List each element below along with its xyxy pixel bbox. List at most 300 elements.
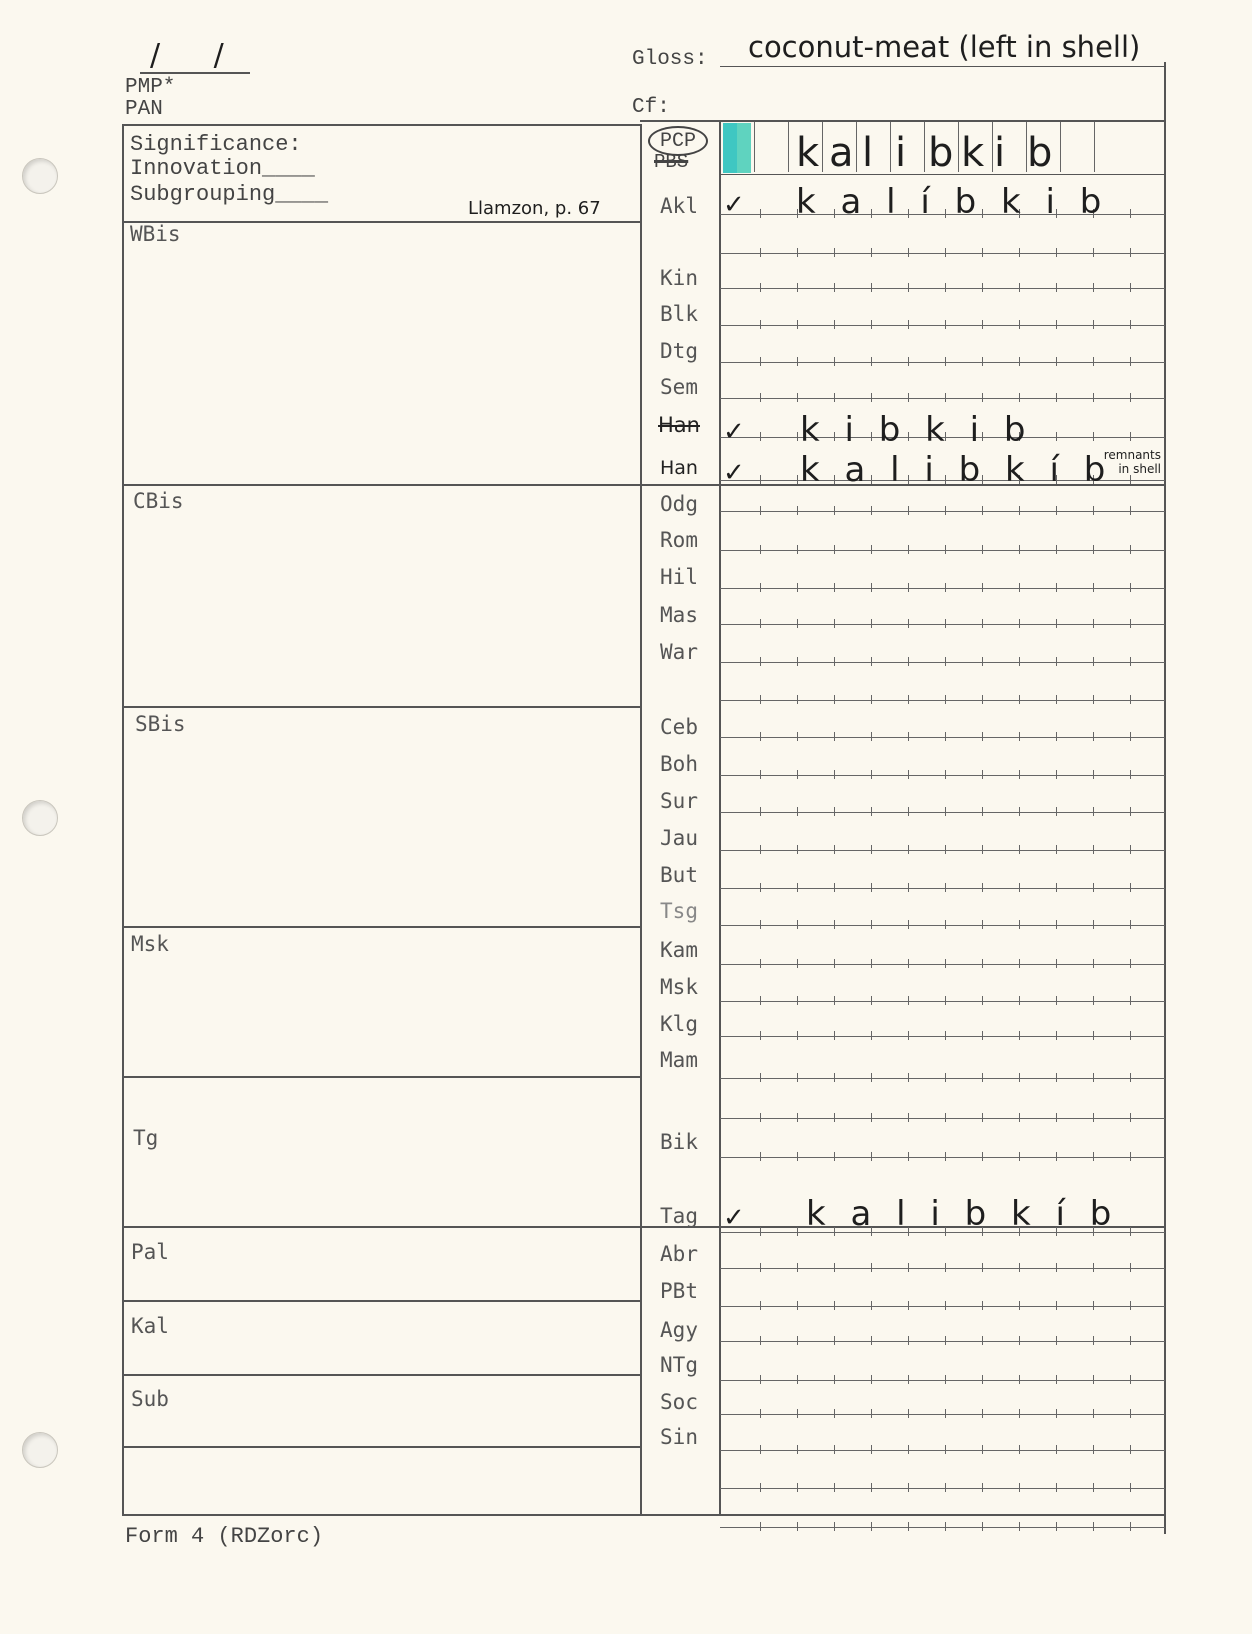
entry-guide-line [720,812,1165,813]
lang-soc: Soc [660,1390,698,1414]
guide-tick [1019,657,1020,666]
guide-tick [945,1409,946,1418]
entry-guide-line [720,1118,1165,1119]
guide-tick [1019,920,1020,929]
guide-tick [945,996,946,1005]
guide-tick [760,1263,761,1272]
guide-tick [982,506,983,515]
proto-letter: i [994,130,1006,176]
guide-tick [797,545,798,554]
guide-tick [1130,1483,1131,1492]
section-wbis: WBis [130,222,181,246]
guide-tick [908,959,909,968]
guide-tick [760,320,761,329]
guide-tick [945,695,946,704]
entry-guide-line [720,1341,1165,1342]
guide-tick [1056,357,1057,366]
guide-tick [1019,959,1020,968]
guide-tick [797,883,798,892]
binder-hole-top [22,158,58,194]
proto-letters [796,130,1060,176]
guide-tick [1056,1301,1057,1310]
guide-tick [1056,770,1057,779]
guide-tick [1019,1263,1020,1272]
guide-tick [1019,393,1020,402]
guide-tick [982,1301,983,1310]
guide-tick [982,1152,983,1161]
guide-tick [1019,283,1020,292]
guide-tick [760,1445,761,1454]
section-msk: Msk [131,932,169,956]
guide-tick [1093,1113,1094,1122]
guide-tick [908,657,909,666]
guide-tick [797,807,798,816]
guide-tick [1130,583,1131,592]
guide-tick [797,1522,798,1531]
lang-sem: Sem [660,375,698,399]
guide-tick [1093,1031,1094,1040]
guide-tick [1130,1227,1131,1236]
guide-tick [760,770,761,779]
guide-tick [1130,545,1131,554]
guide-tick [760,883,761,892]
guide-tick [1019,1073,1020,1082]
guide-tick [760,1409,761,1418]
innovation-field: Innovation____ [130,156,315,181]
proto-letter: b [1027,130,1053,176]
guide-tick [908,393,909,402]
guide-tick [945,959,946,968]
lang-tsg: Tsg [660,899,698,923]
guide-tick [945,283,946,292]
guide-tick [1130,920,1131,929]
gloss-underline [720,66,1165,67]
guide-tick [982,1113,983,1122]
guide-tick [1130,1113,1131,1122]
guide-tick [1093,1301,1094,1310]
guide-tick [982,732,983,741]
guide-tick [1093,883,1094,892]
guide-tick [797,1409,798,1418]
guide-tick [871,357,872,366]
guide-tick [760,1301,761,1310]
guide-tick [1056,393,1057,402]
guide-tick [797,1301,798,1310]
guide-tick [908,920,909,929]
guide-tick [1130,357,1131,366]
guide-tick [982,1445,983,1454]
guide-tick [1019,583,1020,592]
guide-tick [760,248,761,257]
guide-tick [982,320,983,329]
guide-tick [1019,1375,1020,1384]
guide-tick [1093,920,1094,929]
guide-tick [871,1483,872,1492]
guide-tick [1019,1152,1020,1161]
guide-tick [834,619,835,628]
guide-tick [760,1113,761,1122]
guide-tick [1093,1152,1094,1161]
guide-tick [908,807,909,816]
guide-tick [908,1409,909,1418]
entry-guide-line [720,1157,1165,1158]
guide-tick [1019,1409,1020,1418]
guide-tick [908,1073,909,1082]
entry-guide-line [720,925,1165,926]
guide-tick [1019,732,1020,741]
highlight-green [737,123,751,173]
guide-tick [760,657,761,666]
guide-tick [1093,283,1094,292]
guide-tick [1130,619,1131,628]
lang-klg: Klg [660,1012,698,1036]
guide-tick [982,1409,983,1418]
guide-tick [908,996,909,1005]
guide-tick [797,1152,798,1161]
significance-divider [122,221,642,223]
guide-tick [834,1113,835,1122]
section-kal: Kal [131,1314,169,1338]
guide-tick [982,996,983,1005]
guide-tick [1130,1445,1131,1454]
guide-tick [1056,920,1057,929]
guide-tick [834,845,835,854]
guide-tick [1093,1263,1094,1272]
entry-guide-line [720,253,1165,254]
guide-tick [760,1483,761,1492]
guide-tick [1056,845,1057,854]
guide-tick [1130,209,1131,218]
guide-tick [871,1113,872,1122]
guide-tick [982,1031,983,1040]
guide-tick [982,845,983,854]
entry-guide-line [720,1380,1165,1381]
guide-tick [760,845,761,854]
entry-guide-line [720,511,1165,512]
guide-tick [1056,619,1057,628]
lang-kam: Kam [660,938,698,962]
guide-tick [760,1152,761,1161]
entry-guide-line [720,1036,1165,1037]
section-tg: Tg [133,1126,159,1150]
guide-tick [797,1336,798,1345]
entry-guide-line [720,1306,1165,1307]
guide-tick [1093,393,1094,402]
guide-tick [1056,1263,1057,1272]
lang-odg: Odg [660,492,698,516]
guide-tick [871,1152,872,1161]
guide-tick [797,432,798,441]
guide-tick [982,283,983,292]
guide-tick [871,1301,872,1310]
lang-agy: Agy [660,1318,698,1342]
guide-tick [1093,996,1094,1005]
guide-tick [871,248,872,257]
guide-tick [871,506,872,515]
guide-tick [1056,657,1057,666]
guide-tick [1130,1375,1131,1384]
guide-tick [1130,248,1131,257]
guide-tick [760,996,761,1005]
guide-tick [1019,770,1020,779]
guide-tick [1130,959,1131,968]
proto-top [640,120,1166,122]
lang-bik: Bik [660,1130,698,1154]
proto-segment-divider [1094,122,1095,172]
entry-guide-line [720,325,1165,326]
guide-tick [1019,1445,1020,1454]
proto-letter: a [829,130,854,176]
guide-tick [760,732,761,741]
guide-tick [1056,1445,1057,1454]
guide-tick [945,1152,946,1161]
guide-tick [834,883,835,892]
guide-tick [797,1483,798,1492]
entry-guide-line [720,1527,1165,1528]
guide-tick [797,248,798,257]
lang-hil: Hil [660,565,698,589]
guide-tick [1130,393,1131,402]
guide-tick [1130,1336,1131,1345]
guide-tick [1093,619,1094,628]
guide-tick [1056,545,1057,554]
guide-tick [1093,732,1094,741]
entry-guide-line [720,888,1165,889]
gloss-value: coconut-meat (left in shell) [748,30,1141,64]
guide-tick [1130,845,1131,854]
guide-tick [834,1031,835,1040]
guide-tick [908,545,909,554]
guide-tick [945,1375,946,1384]
lang-ceb: Ceb [660,715,698,739]
guide-tick [760,920,761,929]
guide-tick [871,619,872,628]
lang-akl: Akl [660,194,698,218]
guide-tick [945,920,946,929]
guide-tick [908,583,909,592]
guide-tick [908,883,909,892]
section-pal: Pal [131,1240,169,1264]
subgrouping-field: Subgrouping____ [130,182,329,207]
guide-tick [1130,1152,1131,1161]
guide-tick [871,1522,872,1531]
guide-tick [1019,357,1020,366]
lang-ntg: NTg [660,1353,698,1377]
guide-tick [908,1152,909,1161]
guide-tick [834,920,835,929]
guide-tick [982,393,983,402]
guide-tick [982,248,983,257]
guide-tick [1019,248,1020,257]
guide-tick [1093,357,1094,366]
guide-tick [945,1113,946,1122]
guide-tick [871,1445,872,1454]
proto-letter: l [862,130,874,176]
lang-blk: Blk [660,302,698,326]
guide-tick [1056,1483,1057,1492]
guide-tick [760,619,761,628]
guide-tick [982,657,983,666]
guide-tick [908,1263,909,1272]
guide-tick [1093,1336,1094,1345]
guide-tick [834,1152,835,1161]
gloss-label: Gloss: [632,48,708,71]
guide-tick [1019,619,1020,628]
guide-tick [1056,1073,1057,1082]
guide-tick [760,959,761,968]
proto-segment-divider [754,122,755,172]
entry-guide-line [720,550,1165,551]
guide-tick [1093,657,1094,666]
proto-label-struck: PBS [654,151,689,173]
guide-tick [1130,883,1131,892]
binder-hole-bottom [22,1432,58,1468]
guide-tick [797,506,798,515]
guide-tick [982,770,983,779]
guide-tick [945,845,946,854]
guide-tick [945,357,946,366]
guide-tick [834,506,835,515]
entry-guide-line [720,775,1165,776]
guide-tick [1130,996,1131,1005]
guide-tick [945,320,946,329]
guide-tick [871,545,872,554]
guide-tick [982,1073,983,1082]
guide-tick [945,545,946,554]
entry-guide-line [720,1450,1165,1451]
guide-tick [871,996,872,1005]
guide-tick [908,1301,909,1310]
guide-tick [797,393,798,402]
guide-tick [1056,959,1057,968]
guide-tick [797,996,798,1005]
frame-top [122,124,642,126]
guide-tick [1019,845,1020,854]
guide-tick [1019,320,1020,329]
guide-tick [760,1522,761,1531]
guide-tick [871,1073,872,1082]
entry-guide-line [720,398,1165,399]
guide-tick [1093,807,1094,816]
guide-tick [908,1522,909,1531]
guide-tick [1093,695,1094,704]
guide-tick [1019,807,1020,816]
guide-tick [797,619,798,628]
guide-tick [797,1263,798,1272]
entry-guide-line [720,288,1165,289]
guide-tick [1093,845,1094,854]
tag-check: ✓ [723,1203,745,1233]
guide-tick [871,732,872,741]
guide-tick [1056,807,1057,816]
guide-tick [797,959,798,968]
significance-title: Significance: [130,132,302,157]
guide-tick [1056,1152,1057,1161]
guide-tick [1130,657,1131,666]
lang-boh: Boh [660,752,698,776]
guide-tick [982,883,983,892]
guide-tick [1093,1409,1094,1418]
guide-tick [871,1031,872,1040]
guide-tick [871,695,872,704]
guide-tick [760,283,761,292]
guide-tick [760,1073,761,1082]
divider-blank [122,1446,642,1448]
guide-tick [908,1113,909,1122]
guide-tick [908,845,909,854]
guide-tick [797,695,798,704]
lang-dtg: Dtg [660,339,698,363]
divider-kal [122,1300,642,1302]
guide-tick [1093,1483,1094,1492]
guide-tick [945,1522,946,1531]
section-sbis: SBis [135,712,186,736]
guide-tick [982,1336,983,1345]
guide-tick [1130,320,1131,329]
divider-sub [122,1374,642,1376]
guide-tick [908,1375,909,1384]
guide-tick [945,248,946,257]
guide-tick [760,545,761,554]
guide-tick [945,883,946,892]
guide-tick [908,732,909,741]
divider-sbis [122,706,642,708]
entry-guide-line [720,850,1165,851]
lang-abr: Abr [660,1242,698,1266]
guide-tick [871,1336,872,1345]
frame-right [1164,62,1166,1534]
entry-guide-line [720,662,1165,663]
entry-guide-line [720,1268,1165,1269]
source-note: Llamzon, p. 67 [468,198,601,219]
guide-tick [1056,583,1057,592]
guide-tick [834,320,835,329]
guide-tick [871,320,872,329]
divider-tg [122,1076,642,1078]
guide-tick [982,619,983,628]
guide-tick [1130,1301,1131,1310]
guide-tick [871,657,872,666]
guide-tick [834,1263,835,1272]
guide-tick [871,1263,872,1272]
guide-tick [1093,1073,1094,1082]
entry-guide-line [720,964,1165,965]
guide-tick [834,732,835,741]
entry-guide-line [720,700,1165,701]
guide-tick [982,545,983,554]
guide-tick [797,920,798,929]
guide-tick [982,1522,983,1531]
guide-tick [797,657,798,666]
guide-tick [945,619,946,628]
guide-tick [1019,1483,1020,1492]
guide-tick [908,320,909,329]
guide-tick [871,883,872,892]
guide-tick [945,807,946,816]
akl-check: ✓ [723,190,745,220]
guide-tick [1019,1113,1020,1122]
guide-tick [760,393,761,402]
guide-tick [834,583,835,592]
guide-tick [797,283,798,292]
guide-tick [1019,545,1020,554]
guide-tick [797,583,798,592]
lang-kin: Kin [660,266,698,290]
guide-tick [945,506,946,515]
guide-tick [871,1375,872,1384]
pmp-label: PMP* [125,76,176,99]
akl-form: k a l í b k i b [796,182,1107,222]
